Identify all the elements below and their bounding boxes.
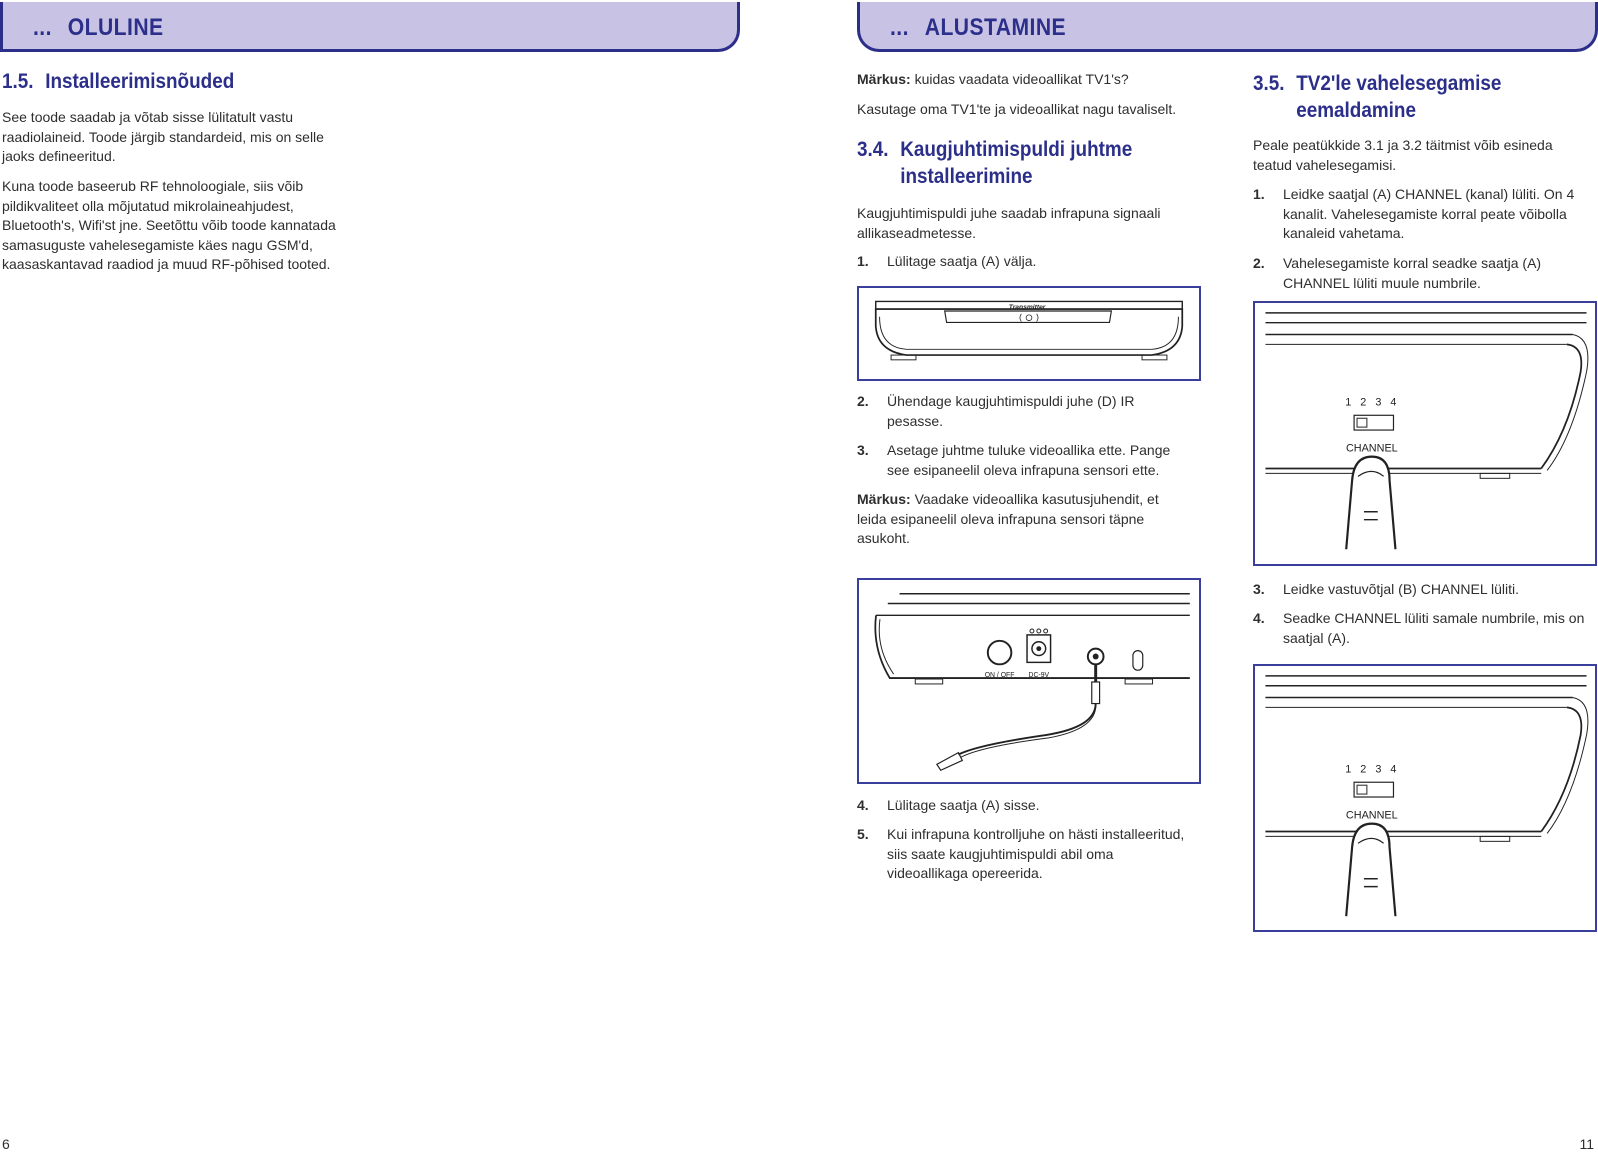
section-heading-3-4: 3.4. Kaugjuhtimispuldi juhtme installeerimine <box>857 138 1133 188</box>
dc-label: DC-9V <box>1028 672 1050 680</box>
channel-numbers-tx: 1 2 3 4 <box>1345 396 1397 409</box>
channel-label-rx: CHANNEL <box>1345 809 1398 822</box>
step-3-5-4: 4. Seadke CHANNEL lüliti samale numbrile, mis on saatjal (A). <box>1253 610 1585 646</box>
intro-tv1: Kasutage oma TV1'te ja videoallikat nagu tavaliselt. <box>857 101 1177 117</box>
channel-label-tx: CHANNEL <box>1345 442 1398 455</box>
page-number-right: 11 <box>1579 1136 1594 1152</box>
step-3-5-3: 3. Leidke vastuvõtjal (B) CHANNEL lüliti. <box>1253 581 1520 597</box>
channel-numbers-rx: 1 2 3 4 <box>1345 763 1397 776</box>
step-3-4-4: 4. Lülitage saatja (A) sisse. <box>857 797 1040 813</box>
transmitter-label: Transmitter <box>1008 304 1046 312</box>
right-banner-title: ... ALUSTAMINE <box>890 14 1067 41</box>
step-3-4-2: 2. Ühendage kaugjuhtimispuldi juhe (D) IR pesasse. <box>857 393 1135 429</box>
step-3-4-5: 5. Kui infrapuna kontrolljuhe on hästi installeeritud, siis saate kaugjuhtimispuldi abil oma videoallikaga opereerida. <box>857 826 1185 881</box>
page-number-left: 6 <box>2 1136 10 1152</box>
step-3-4-3: 3. Asetage juhtme tuluke videoallika ette. Pange see esipaneelil oleva infrapuna sensori ette. <box>857 442 1171 478</box>
left-paragraph-1: See toode saadab ja võtab sisse lülitatult vastu raadiolaineid. Toode järgib standardeid, mis on selle jaoks defineeritud. <box>2 109 324 164</box>
figure-transmitter-back <box>857 578 1201 784</box>
section-heading-3-5: 3.5. TV2'le vahelesegamise eemaldamine <box>1253 72 1502 122</box>
figure-transmitter-front <box>857 286 1201 381</box>
figure-channel-switch-receiver <box>1253 664 1597 932</box>
onoff-label: ON / OFF <box>984 672 1015 680</box>
left-paragraph-2: Kuna toode baseerub RF tehnoloogiale, siis võib pildikvaliteet olla mõjutatud mikrolaineahjudest, Bluetooth's, Wifi'st jne. Seetõttu võib toode kannatada samasuguste vahelesegamiste käes nagu GSM'd, kaasaskantavad raadiod ja muud RF-põhised tooted. <box>2 178 336 272</box>
figure-channel-switch-transmitter <box>1253 301 1597 566</box>
step-3-5-2: 2. Vahelesegamiste korral seadke saatja (A) CHANNEL lüliti muule numbrile. <box>1253 255 1542 291</box>
left-banner <box>0 2 740 52</box>
note-ir-sensor: Märkus: Vaadake videoallika kasutusjuhendit, et leida esipaneelil oleva infrapuna sensori täpne asukoht. <box>857 491 1159 546</box>
right-banner <box>857 2 1598 52</box>
section-3-4-intro: Kaugjuhtimispuldi juhe saadab infrapuna signaali allikaseadmetesse. <box>857 205 1161 241</box>
left-banner-title: ... OLULINE <box>33 14 164 41</box>
step-3-5-1: 1. Leidke saatjal (A) CHANNEL (kanal) lüliti. On 4 kanalit. Vahelesegamiste korral peate võibolla kanaleid vahetama. <box>1253 186 1575 241</box>
section-3-5-intro: Peale peatükkide 3.1 ja 3.2 täitmist võib esineda teatud vahelesegamisi. <box>1253 137 1553 173</box>
step-3-4-1: 1. Lülitage saatja (A) välja. <box>857 253 1037 269</box>
section-heading-1-5: 1.5. Installeerimisnõuded <box>2 70 235 93</box>
note-tv1: Märkus: kuidas vaadata videoallikat TV1's? <box>857 71 1129 87</box>
